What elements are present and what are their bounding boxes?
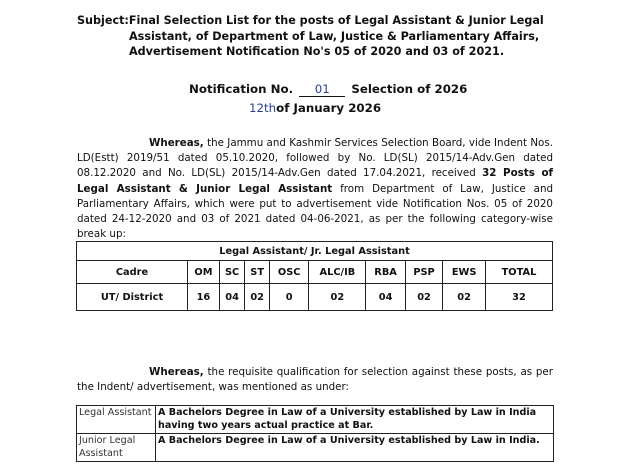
category-table-caption-row bbox=[77, 242, 553, 261]
notification-suffix: Selection of 2026 bbox=[351, 82, 468, 96]
subject-line-1 bbox=[77, 13, 567, 29]
whereas-2-text: the requisite qualification for selection against these posts, as per the Indent/ advertisement, was mentioned as under: bbox=[77, 366, 553, 394]
header-rba: RBA bbox=[366, 261, 405, 284]
cell-cadre: UT/ District bbox=[77, 284, 188, 311]
cell-total: 32 bbox=[486, 284, 553, 311]
notification-day: 12th bbox=[249, 101, 277, 115]
header-ews: EWS bbox=[443, 261, 486, 284]
qualification-text: A Bachelors Degree in Law of a University established by Law in India. bbox=[156, 434, 554, 462]
subject-block bbox=[77, 13, 567, 60]
category-table-header-row bbox=[77, 261, 553, 284]
category-table bbox=[76, 241, 553, 311]
cell-rba: 04 bbox=[366, 284, 405, 311]
qualification-text: A Bachelors Degree in Law of a University established by Law in India having two years actual practice at Bar. bbox=[156, 406, 554, 434]
cell-osc: 0 bbox=[269, 284, 308, 311]
paragraph-whereas-1 bbox=[77, 136, 553, 242]
qualification-row bbox=[77, 406, 554, 434]
subject-line-3: Advertisement Notification No's 05 of 2020 and 03 of 2021. bbox=[129, 45, 505, 58]
whereas-1-text-b: from Department of Law, Justice and Parliamentary Affairs, which were put to advertisement vide Notification Nos. 05 of 2020 dated 24-12-2020 and 03 of 2021 dated 04-06-2021, as per the following category-wise break up: bbox=[77, 182, 553, 241]
header-psp: PSP bbox=[405, 261, 442, 284]
header-cadre: Cadre bbox=[77, 261, 188, 284]
header-sc: SC bbox=[219, 261, 244, 284]
qualification-table bbox=[76, 405, 554, 462]
whereas-1-lead: Whereas, bbox=[149, 137, 204, 149]
cell-ews: 02 bbox=[443, 284, 486, 311]
subject-label: Subject: bbox=[77, 14, 129, 27]
notification-date-suffix: of January 2026 bbox=[276, 101, 382, 115]
notification-prefix: Notification No. bbox=[189, 82, 294, 96]
whereas-1-bold: 32 Posts of Legal Assistant & Junior Legal Assistant bbox=[77, 167, 553, 195]
cell-om: 16 bbox=[188, 284, 220, 311]
subject-text-1: Final Selection List for the posts of Legal Assistant & Junior Legal bbox=[128, 14, 544, 27]
paragraph-whereas-2 bbox=[77, 365, 553, 395]
category-table-data-row bbox=[77, 284, 553, 311]
header-st: ST bbox=[245, 261, 270, 284]
cell-st: 02 bbox=[245, 284, 270, 311]
header-total: TOTAL bbox=[486, 261, 553, 284]
cell-sc: 04 bbox=[219, 284, 244, 311]
whereas-1-text-a: the Jammu and Kashmir Services Selection Board, vide Indent Nos. LD(Estt) 2019/51 dated 05.10.2020, followed by No. LD(SL) 2015/14-Adv.Gen dated 08.12.2020 and No. LD(SL) 2015/14-Adv.Gen dated 17.04.2021, received bbox=[77, 137, 553, 180]
whereas-2-lead: Whereas, bbox=[149, 366, 204, 378]
qualification-post: Junior Legal Assistant bbox=[77, 434, 156, 462]
notification-date-line bbox=[249, 101, 381, 115]
qualification-post: Legal Assistant bbox=[77, 406, 156, 434]
cell-psp: 02 bbox=[405, 284, 442, 311]
notification-number: 01 bbox=[299, 82, 345, 97]
category-table-caption: Legal Assistant/ Jr. Legal Assistant bbox=[77, 242, 553, 261]
header-alc-ib: ALC/IB bbox=[309, 261, 366, 284]
subject-line-2: Assistant, of Department of Law, Justice & Parliamentary Affairs, bbox=[129, 29, 540, 43]
cell-alc-ib: 02 bbox=[309, 284, 366, 311]
header-osc: OSC bbox=[269, 261, 308, 284]
qualification-row bbox=[77, 434, 554, 462]
header-om: OM bbox=[188, 261, 220, 284]
notification-number-line bbox=[189, 82, 467, 97]
